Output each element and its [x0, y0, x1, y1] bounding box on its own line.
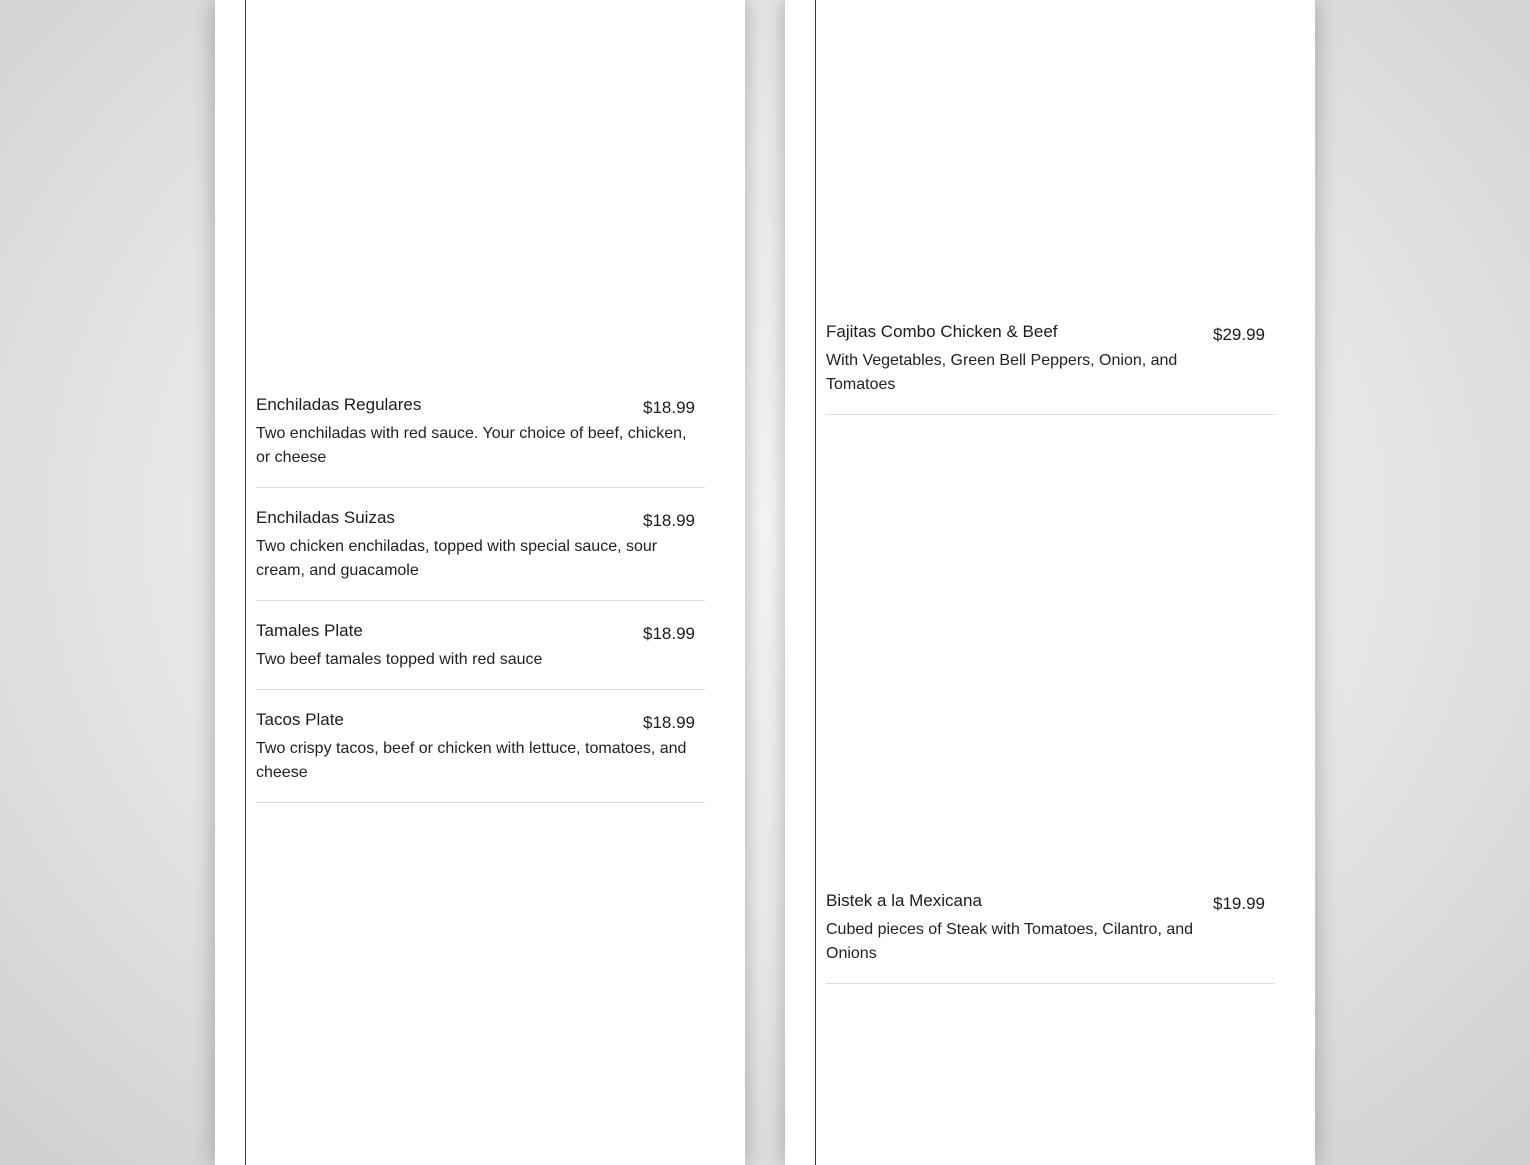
menu-list [256, 392, 705, 803]
menu-item-bistek-a-la-mexicana [826, 888, 1275, 984]
menu-item-name: Tamales Plate [256, 621, 363, 640]
menu-item-name: Bistek a la Mexicana [826, 891, 982, 910]
menu-item-enchiladas-regulares [256, 392, 705, 488]
menu-item-price: $18.99 [643, 624, 695, 643]
menu-item-enchiladas-suizas [256, 488, 705, 601]
menu-page-right [785, 0, 1315, 1165]
menu-item-price: $19.99 [1213, 894, 1265, 913]
menu-item-tamales-plate [256, 601, 705, 690]
menu-item-name: Enchiladas Regulares [256, 395, 422, 414]
menu-page-left [215, 0, 745, 1165]
menu-item-price: $18.99 [643, 511, 695, 530]
menu-item-description: Two crispy tacos, beef or chicken with lettuce, tomatoes, and cheese [256, 740, 687, 781]
menu-item-price: $29.99 [1213, 325, 1265, 344]
page-border-line [245, 0, 246, 1165]
menu-list [826, 888, 1275, 984]
menu-item-fajitas-combo [826, 319, 1275, 415]
menu-item-price: $18.99 [643, 398, 695, 417]
menu-item-name: Enchiladas Suizas [256, 508, 395, 527]
menu-item-name: Fajitas Combo Chicken & Beef [826, 322, 1058, 341]
menu-item-description: Two beef tamales topped with red sauce [256, 651, 543, 668]
menu-item-description: Cubed pieces of Steak with Tomatoes, Cilantro, and Onions [826, 921, 1194, 962]
menu-item-description: With Vegetables, Green Bell Peppers, Onion, and Tomatoes [826, 352, 1178, 393]
menu-item-description: Two chicken enchiladas, topped with special sauce, sour cream, and guacamole [256, 538, 658, 579]
menu-item-price: $18.99 [643, 713, 695, 732]
menu-list [826, 319, 1275, 415]
menu-item-name: Tacos Plate [256, 710, 344, 729]
page-border-line [815, 0, 816, 1165]
menu-item-description: Two enchiladas with red sauce. Your choice of beef, chicken, or cheese [256, 425, 687, 466]
menu-item-tacos-plate [256, 690, 705, 803]
